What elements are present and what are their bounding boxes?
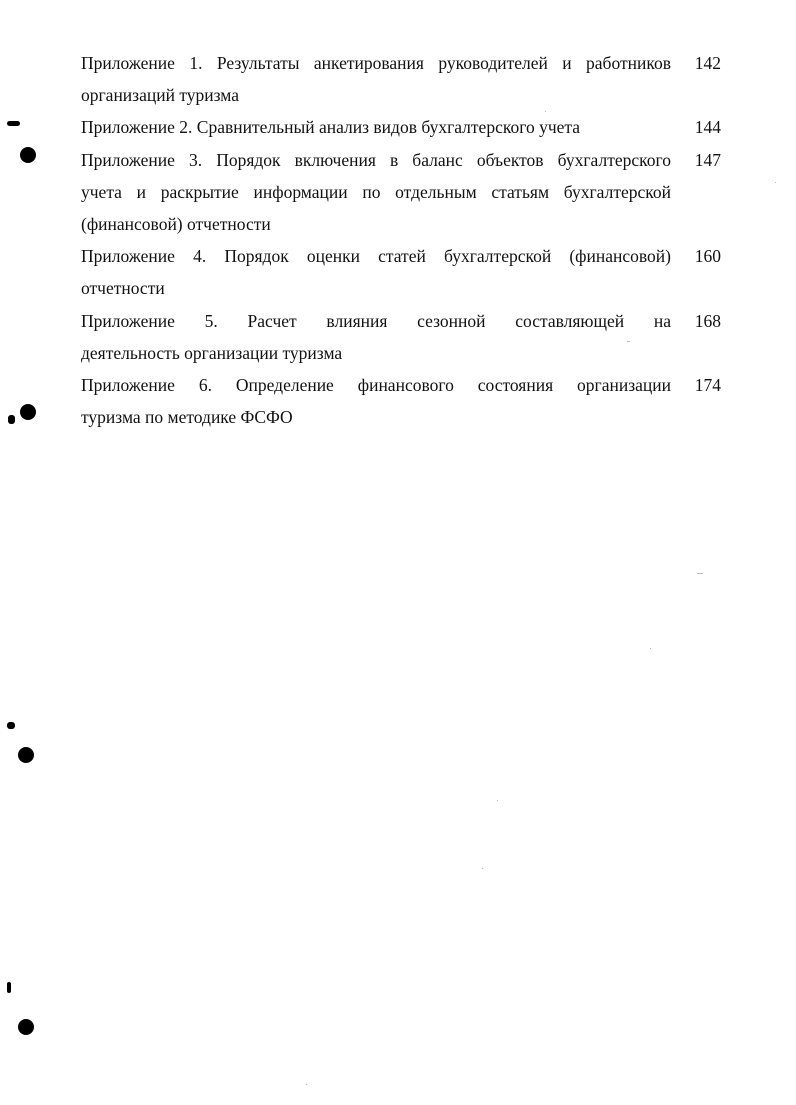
toc-entry-title [81, 305, 671, 369]
scan-dust [650, 648, 651, 649]
toc-entry-5 [81, 305, 724, 369]
toc-page-number: 174 [694, 375, 721, 396]
toc-entry-title [81, 369, 671, 433]
toc-entry-line: туризма по методике ФСФО [81, 407, 293, 428]
toc-entry-line: Приложение 6. Определение финансового состояния организации [81, 375, 671, 396]
toc-page-number: 144 [694, 117, 721, 138]
scan-dust [306, 1084, 307, 1085]
punch-hole-2 [20, 404, 36, 420]
punch-hole-1 [20, 147, 36, 163]
punch-hole-3 [18, 747, 34, 763]
appendix-toc [81, 47, 724, 433]
toc-page-number: 160 [694, 246, 721, 267]
scan-speck-2 [8, 415, 15, 424]
toc-page-number: 147 [694, 149, 721, 170]
toc-entry-line: (финансовой) отчетности [81, 214, 271, 235]
toc-entry-line: Приложение 3. Порядок включения в баланс объектов бухгалтерского [81, 149, 671, 170]
toc-page-number: 168 [694, 310, 721, 331]
scan-speck-3 [7, 722, 15, 729]
toc-entry-line: Приложение 4. Порядок оценки статей бухгалтерской (финансовой) [81, 246, 671, 267]
toc-entry-6 [81, 369, 724, 433]
scan-dust [497, 800, 498, 801]
toc-entry-line: Приложение 1. Результаты анкетирования руководителей и работников [81, 53, 671, 73]
scan-dust [697, 573, 703, 574]
toc-entry-line: отчетности [81, 278, 165, 299]
toc-entry-line: Приложение 2. Сравнительный анализ видов бухгалтерского учета [81, 117, 581, 138]
toc-entry-title [81, 240, 671, 304]
toc-entry-title [81, 144, 671, 241]
toc-entry-line: учета и раскрытие информации по отдельным статьям бухгалтерской [81, 181, 671, 202]
toc-page-number: 142 [694, 53, 721, 73]
toc-entry-line: деятельность организации туризма [81, 342, 343, 363]
toc-entry-line: Приложение 5. Расчет влияния сезонной составляющей на [81, 310, 671, 331]
toc-entry-3 [81, 144, 724, 241]
toc-entry-title [81, 47, 671, 111]
scan-speck-4 [7, 982, 11, 993]
toc-entry-line: организаций туризма [81, 85, 239, 106]
toc-entry-2 [81, 111, 724, 143]
scan-speck-1 [7, 121, 20, 126]
scan-dust [482, 868, 483, 869]
punch-hole-4 [18, 1019, 34, 1035]
toc-entry-title [81, 111, 671, 143]
toc-entry-4 [81, 240, 724, 304]
toc-entry-1 [81, 47, 724, 111]
scan-dust [775, 182, 776, 183]
